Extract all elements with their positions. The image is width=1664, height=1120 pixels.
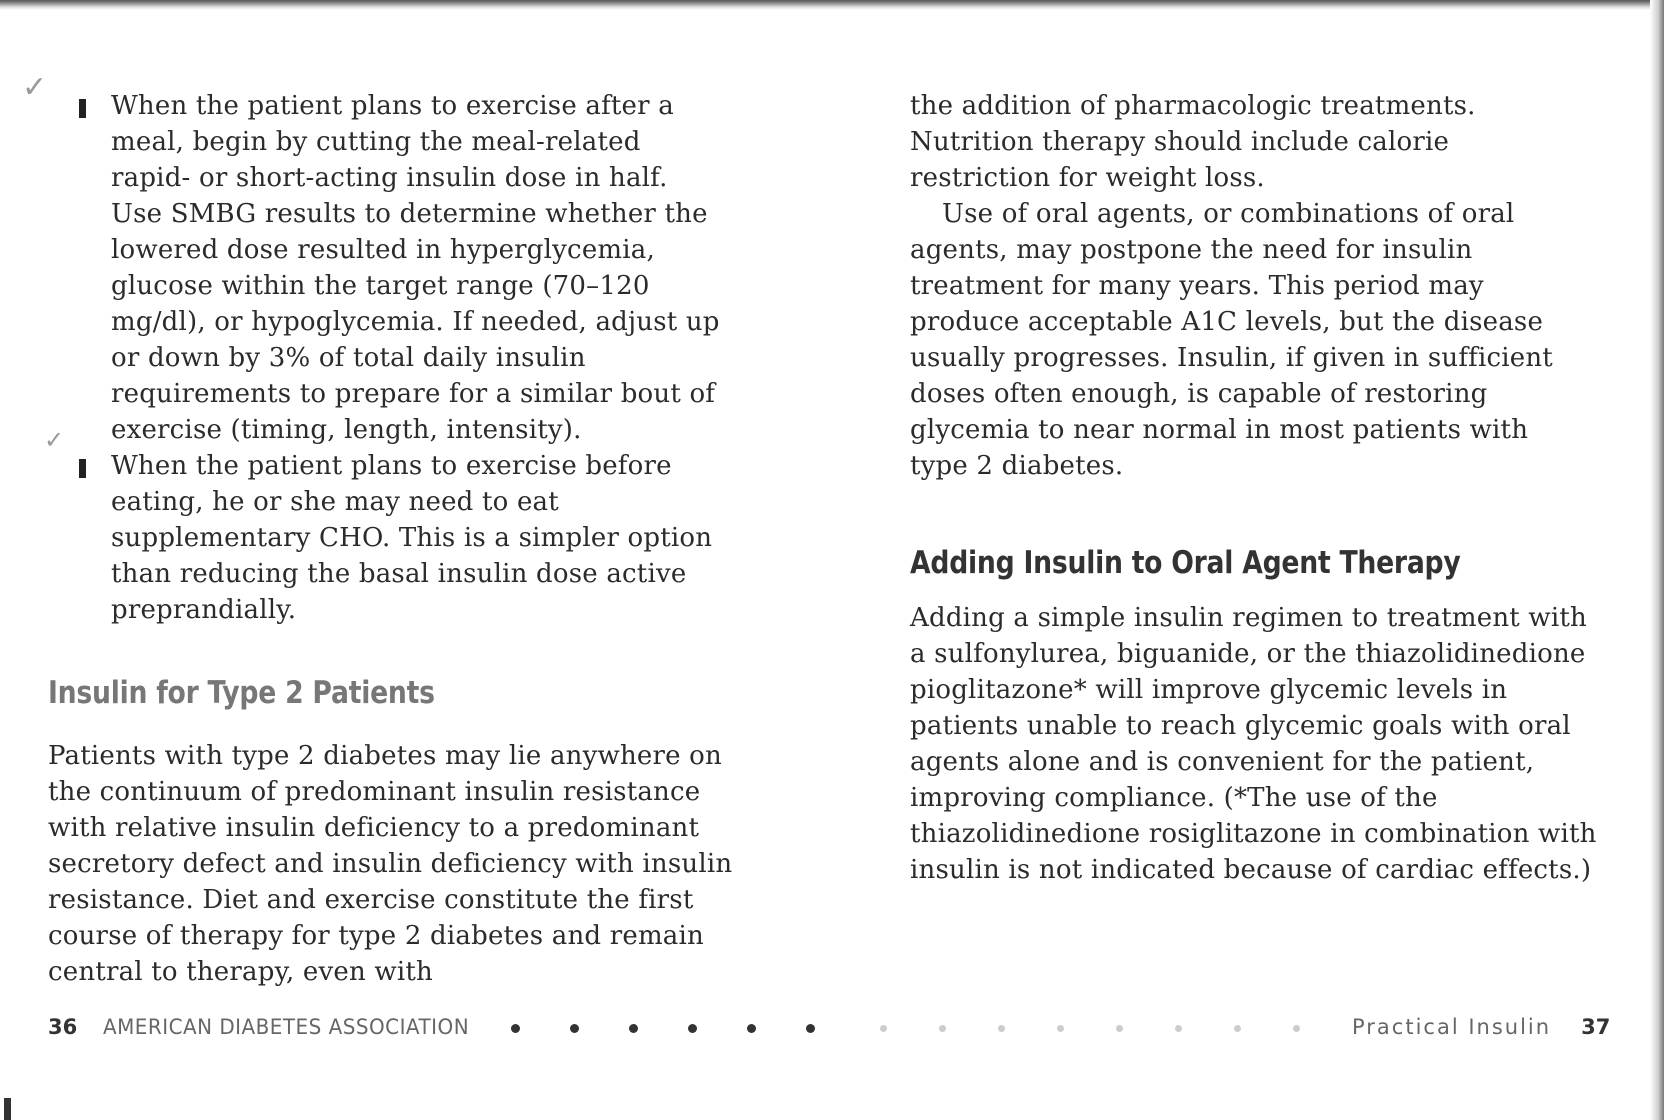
page-number: 37 [1581,1015,1611,1039]
running-title: Practical Insulin [1352,1015,1552,1039]
body-paragraph: Adding a simple insulin regimen to treatment with a sulfonylurea, biguanide, or the thiazolidinedione pioglitazone* will improve glycemic levels in patients unable to reach glycemic goals with oral agents alone and is convenient for the patient, improving compliance. (*The use of the thiazolidinedione rosiglitazone in combination with insulin is not indicated because of cardiac effects.) [910,603,1597,885]
paragraph-oral-agents-text: Use of oral agents, or combinations of oral agents, may postpone the need for insulin treatment for many years. This period may produce acceptable A1C levels, but the disease usually progresses. Insulin, if given in sufficient doses often enough, is capable of restoring glycemia to near normal in most patients with type 2 diabetes. [910,199,1553,481]
page-number: 36 [48,1015,78,1039]
body-paragraph-continued [910,88,1590,484]
bullet-marker-icon [79,99,86,118]
pencil-check-mark-icon: ✓ [22,70,48,105]
right-page [850,0,1650,1120]
bullet-text: When the patient plans to exercise before eating, he or she may need to eat supplementary CHO. This is a simpler option than reducing the basal insulin dose active preprandially. [111,451,713,625]
bullet-item [75,88,725,448]
body-paragraph: Patients with type 2 diabetes may lie anywhere on the continuum of predominant insulin resistance with relative insulin deficiency to a predominant secretory defect and insulin deficiency with insulin resistance. Diet and exercise constitute the first course of therapy for type 2 diabetes and remain central to therapy, even with [48,741,733,987]
bullet-list [75,88,725,628]
left-page [0,0,820,1120]
bullet-item [75,448,725,628]
paragraph-continuation: the addition of pharmacologic treatments. Nutrition therapy should include calorie restriction for weight loss. [910,91,1476,193]
pencil-check-mark-icon: ✓ [44,426,65,454]
left-page-footer [48,1015,865,1039]
footer-dots-decoration [511,1015,865,1039]
page-right-edge [1650,0,1664,1120]
footer-dots-decoration [880,1015,1352,1039]
section-heading-insulin-type-2: Insulin for Type 2 Patients [48,675,435,711]
bottom-mark [4,1098,11,1120]
publisher-name: AMERICAN DIABETES ASSOCIATION [103,1015,470,1039]
bullet-marker-icon [79,459,86,478]
paragraph-oral-agents [910,196,1590,484]
right-page-footer [880,1015,1610,1039]
section-heading-adding-insulin: Adding Insulin to Oral Agent Therapy [910,545,1461,581]
bullet-text: When the patient plans to exercise after a meal, begin by cutting the meal-related rapid- or short-acting insulin dose in half. Use SMBG results to determine whether the lowered dose resulted in hyperglycemia, glucose within the target range (70–120 mg/dl), or hypoglycemia. If needed, adjust up or down by 3% of total daily insulin requirements to prepare for a similar bout of exercise (timing, length, intensity). [111,91,720,445]
